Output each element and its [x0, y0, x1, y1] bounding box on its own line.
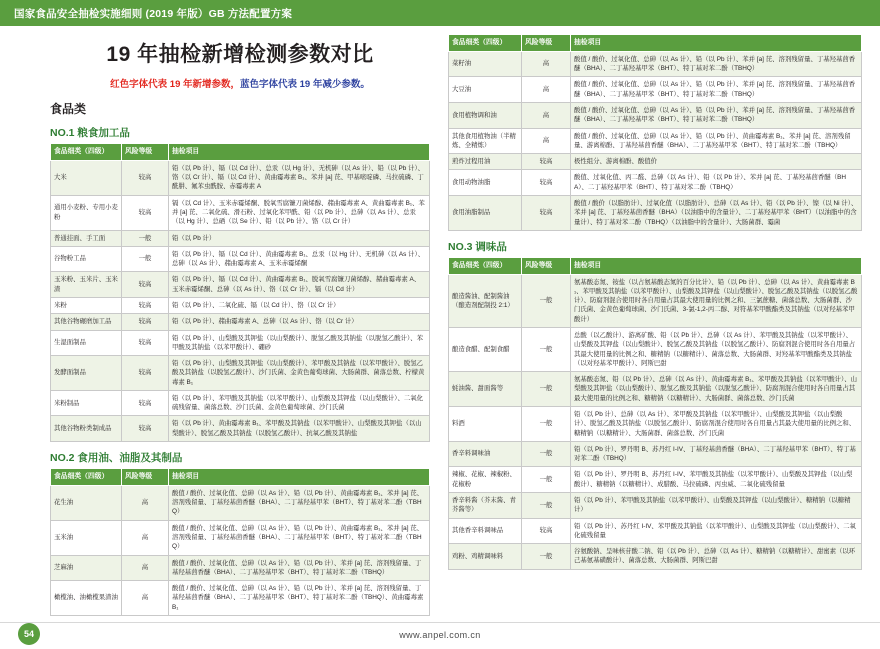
cell-risk: 一般: [522, 467, 571, 493]
cell-category: 蚝油酱、甜面酱等: [449, 372, 522, 407]
table-row: [51, 555, 430, 581]
table-row: [449, 102, 862, 128]
cell-items: 铅（以 Pb 计）、罗丹明 B、苏丹红 I-IV、丁基羟基茴香醚（BHA）、二丁基羟基甲苯（BHT）、特丁基对苯二酚（TBHQ）: [571, 441, 862, 467]
cell-items: 酸值 / 酸价、过氧化值、总砷（以 As 计）、铅（以 Pb 计）、黄曲霉毒素 B₁、苯并 [a] 芘、溶剂残留量、丁基羟基茴香醚（BHA）、二丁基羟基甲苯（BHT）、特丁基对苯二酚（TBHQ）: [169, 520, 430, 555]
table-no2: [50, 468, 430, 616]
cell-category: 酿造食醋、配制食醋: [449, 328, 522, 372]
cell-items: 铅（以 Pb 计）、总砷（以 As 计）、苯甲酸及其钠盐（以苯甲酸计）、山梨酸及其钾盐（以山梨酸计）、脱氢乙酸及其钠盐（以脱氢乙酸计）、防腐剂混合使用时各自用量占其最大使用量的比例之和、糖精钠（以糖精计）、大肠菌群、菌落总数、沙门氏菌: [571, 407, 862, 442]
cell-risk: 较高: [122, 272, 169, 298]
cell-risk: 高: [122, 520, 169, 555]
cell-risk: 高: [122, 555, 169, 581]
cell-items: 酸值 / 酸价、过氧化值、总砷（以 As 计）、铅（以 Pb 计）、苯并 [a] 芘、溶剂残留量、丁基羟基茴香醚（BHA）、二丁基羟基甲苯（BHT）、特丁基对苯二酚（TBHQ）、黄曲霉毒素 B₁: [169, 581, 430, 616]
cell-risk: 一般: [522, 492, 571, 518]
page-footer: [0, 622, 880, 649]
cell-items: 铅（以 Pb 计）、赭曲霉毒素 A、总砷（以 As 计）、铬（以 Cr 计）: [169, 314, 430, 330]
cell-risk: 高: [522, 51, 571, 77]
cell-risk: 一般: [522, 407, 571, 442]
cell-items: 铅（以 Pb 计）、罗丹明 B、苏丹红 I-IV、苯甲酸及其钠盐（以苯甲酸计）、山梨酸及其钾盐（以山梨酸计）、糖精钠（以糖精计）、成腊酸、马拉硫磷、丙虫威、二氧化硫残留量: [571, 467, 862, 493]
cell-category: 食用油脂制品: [449, 195, 522, 230]
footer-url: www.anpel.com.cn: [399, 630, 481, 640]
cell-risk: 较高: [122, 160, 169, 195]
table-header-row: [449, 35, 862, 52]
cell-items: 酸值 / 酸价（以脂肪计）、过氧化值（以脂肪计）、总砷（以 As 计）、铅（以 Pb 计）、镍（以 Ni 计）、苯并 [a] 芘、丁基羟基茴香醚（BHA）（以油脂中的含量计）、二丁基羟基甲苯（BHT）（以油脂中的含量计）、特丁基对苯二酚（TBHQ）（以油脂中的含量计）、大肠菌群、霉菌: [571, 195, 862, 230]
cell-category: 辣椒、花椒、辣椒粉、花椒粉: [449, 467, 522, 493]
col-header-risk: 风险等级: [122, 469, 169, 486]
cell-category: 普通挂面、手工面: [51, 230, 122, 246]
col-header-category: 食品细类（四级）: [51, 469, 122, 486]
table-row: [51, 314, 430, 330]
table-row: [51, 416, 430, 442]
table-row: [449, 407, 862, 442]
col-header-items: 抽检项目: [169, 144, 430, 161]
subtitle-blue: 蓝色字体代表 19 年减少参数。: [240, 79, 370, 90]
cell-risk: 一般: [522, 441, 571, 467]
cell-items: 铅（以 Pb 计）、镉（以 Cd 计）、总汞（以 Hg 计）、无机砷（以 As 计）、铅（以 Pb 计）、铬（以 Cr 计）、镉（以 Cd 计）、黄曲霉毒素 B₁、苯并 [a] 芘、甲基嘧啶磷、马拉硫磷、丁酰肼、氟苯虫酰胺、赤霉毒素 A: [169, 160, 430, 195]
cell-category: 发酵面制品: [51, 356, 122, 391]
left-column: [50, 34, 430, 616]
table-header-row: [51, 469, 430, 486]
table-no1: [50, 143, 430, 442]
cell-items: 氨基酸态氮、铵盐（以占氨基酸态氮的百分比计）、铅（以 Pb 计）、总砷（以 As 计）、黄曲霉毒素 B₁、苯甲酸及其钠盐（以苯甲酸计）、山梨酸及其钾盐（以山梨酸计）、脱氢乙酸及其钠盐（以脱氢乙酸计）、防腐剂混合使用时各自用量占其最大使用量的比例之和、三氯蔗糖、菌落总数、大肠菌群、沙门氏菌、金黄色葡萄球菌、沙门氏菌、3-氯-1,2-丙二醇、对符基苯甲酸酯类及其钠盐（以对羟基苯甲酸计）: [571, 274, 862, 327]
table-row: [51, 195, 430, 230]
cell-risk: 较高: [122, 416, 169, 442]
table-row: [449, 467, 862, 493]
cell-items: 酸值 / 酸价、过氧化值、总砷（以 As 计）、铅（以 Pb 计）、苯并 [a] 芘、溶剂残留量、丁基羟基茴香醚（BHA）、二丁基羟基甲苯（BHT）、特丁基对苯二酚（TBHQ）: [571, 51, 862, 77]
cell-category: 大豆油: [449, 77, 522, 103]
cell-items: 氨基酸态氮、铅（以 Pb 计）、总砷（以 As 计）、黄曲霉毒素 B₁、苯甲酸及其钠盐（以苯甲酸计）、山梨酸及其钾盐（以山梨酸计）、脱氢乙酸及其钠盐（以脱氢乙酸计）、防腐剂混合使用时各自用量占其最大使用量的比例之和、糖精钠（以糖精计）、大肠菌群、菌落总数、沙门氏菌: [571, 372, 862, 407]
header-rule: [0, 26, 880, 29]
cell-category: 玉米油: [51, 520, 122, 555]
table-row: [449, 274, 862, 327]
col-header-category: 食品细类（四级）: [449, 35, 522, 52]
col-header-risk: 风险等级: [522, 35, 571, 52]
table-row: [449, 51, 862, 77]
cell-risk: 较高: [122, 297, 169, 313]
cell-risk: 一般: [122, 246, 169, 272]
cell-category: 橄榄油、油橄榄果渣油: [51, 581, 122, 616]
table-row: [51, 485, 430, 520]
section-no1-title: NO.1 粮食加工品: [50, 127, 130, 139]
cell-items: 铅（以 Pb 计）、镉（以 Cd 计）、黄曲霉毒素 B₁、脱氧雪腐镰刀菌烯醇、赭曲霉毒素 A、玉米赤霉烯酮、总砷（以 As 计）、铬（以 Cr 计）、镉（以 Cd 计）: [169, 272, 430, 298]
cell-risk: 较高: [522, 154, 571, 170]
table-row: [51, 160, 430, 195]
cell-risk: 较高: [522, 170, 571, 196]
table-row: [449, 77, 862, 103]
table-row: [449, 492, 862, 518]
table-header-row: [51, 144, 430, 161]
table-row: [51, 390, 430, 416]
page-title: 19 年抽检新增检测参数对比: [106, 43, 374, 66]
cell-items: 酸值、过氧化值、丙二醛、总砷（以 As 计）、铅（以 Pb 计）、苯并 [a] 芘、丁基羟基茴香醚（BHA）、二丁基羟基甲苯（BHT）、特丁基对苯二酚（TBHQ）: [571, 170, 862, 196]
cell-risk: 较高: [122, 195, 169, 230]
cell-items: 铅（以 Pb 计）、苯甲酸及其钠盐（以苯甲酸计）、山梨酸及其钾盐（以山梨酸计）、二氧化硫残留量、菌落总数、沙门氏菌、金黄色葡萄球菌、沙门氏菌: [169, 390, 430, 416]
cell-risk: 高: [522, 128, 571, 154]
subtitle-red: 红色字体代表 19 年新增参数，: [110, 79, 240, 90]
table-row: [51, 356, 430, 391]
table-row: [449, 154, 862, 170]
col-header-items: 抽检项目: [571, 35, 862, 52]
col-header-category: 食品细类（四级）: [51, 144, 122, 161]
cell-category: 酿造酱油、配制酱油（酿造剂配制投 2:1）: [449, 274, 522, 327]
page-header: [0, 0, 880, 26]
cell-category: 煎炸过程用油: [449, 154, 522, 170]
cell-risk: 较高: [122, 356, 169, 391]
cell-items: 酸值 / 酸价、过氧化值、总砷（以 As 计）、铅（以 Pb 计）、黄曲霉毒素 B₁、苯并 [a] 芘、溶剂残留量、丁基羟基茴香醚（BHA）、二丁基羟基甲苯（BHT）、特丁基对苯二酚（TBHQ）: [169, 485, 430, 520]
cell-risk: 一般: [522, 544, 571, 570]
table-row: [51, 246, 430, 272]
right-column: [448, 34, 862, 570]
col-header-items: 抽检项目: [169, 469, 430, 486]
cell-category: 香辛料调味油: [449, 441, 522, 467]
cell-risk: 高: [522, 102, 571, 128]
table-row: [449, 441, 862, 467]
cell-items: 酸值 / 酸价、过氧化值、总砷（以 As 计）、铅（以 Pb 计）、苯并 [a] 芘、溶剂残留量、丁基羟基茴香醚（BHA）、二丁基羟基甲苯（BHT）、特丁基对苯二酚（TBHQ）: [571, 102, 862, 128]
col-header-risk: 风险等级: [122, 144, 169, 161]
table-row: [51, 581, 430, 616]
cell-category: 其他香辛料调味品: [449, 518, 522, 544]
col-header-items: 抽检项目: [571, 257, 862, 274]
cell-category: 鸡粉、鸡精调味料: [449, 544, 522, 570]
table-row: [449, 328, 862, 372]
cell-risk: 较高: [522, 518, 571, 544]
header-title: 国家食品安全抽检实施细则 (2019 年版）GB 方法配置方案: [14, 8, 293, 20]
table-no3: [448, 257, 862, 570]
table-row: [449, 170, 862, 196]
cell-category: 其他谷物粉类制成品: [51, 416, 122, 442]
cell-category: 食用植物调和油: [449, 102, 522, 128]
cell-risk: 高: [122, 485, 169, 520]
cell-risk: 高: [522, 77, 571, 103]
table-row: [51, 230, 430, 246]
cell-risk: 高: [122, 581, 169, 616]
cell-items: 铅（以 Pb 计）、苯甲酸及其钠盐（以苯甲酸计）、山梨酸及其钾盐（以山梨酸计）、糖精钠（以糖精计）: [571, 492, 862, 518]
cell-category: 其他食用植物油（半精炼、全精炼）: [449, 128, 522, 154]
cell-items: 总酸（以乙酸计）、游离矿酸、铅（以 Pb 计）、总砷（以 As 计）、苯甲酸及其钠盐（以苯甲酸计）、山梨酸及其钾盐（以山梨酸计）、脱氢乙酸及其钠盐（以脱氢乙酸计）、防腐剂混合使用时各自用量占其最大使用量的比例之和、糖精钠（以糖精计）、菌落总数、大肠菌群、对羟基苯甲酸酯类及其钠盐（以对羟基苯甲酸计）、阿斯巴甜: [571, 328, 862, 372]
cell-category: 菜籽油: [449, 51, 522, 77]
cell-category: 大米: [51, 160, 122, 195]
section-no2-title: NO.2 食用油、油脂及其制品: [50, 452, 183, 465]
cell-items: 铅（以 Pb 计）、山梨酸及其钾盐（以山梨酸计）、苯甲酸及其钠盐（以苯甲酸计）、脱氢乙酸及其钠盐（以脱氢乙酸计）、沙门氏菌、金黄色葡萄球菌、大肠菌群、菌落总数、柠檬黄毒素 B₁: [169, 356, 430, 391]
cell-risk: 一般: [522, 274, 571, 327]
cell-items: 铅（以 Pb 计）、二氧化硫、镉（以 Cd 计）、铬（以 Cr 计）: [169, 297, 430, 313]
cell-category: 其他谷物碾磨加工品: [51, 314, 122, 330]
cell-category: 香辛料酱（芥末酱、青芥酱等）: [449, 492, 522, 518]
cell-category: 芝麻油: [51, 555, 122, 581]
cell-items: 酸值 / 酸价、过氧化值、总砷（以 As 计）、铅（以 Pb 计）、苯并 [a] 芘、溶剂残留量、丁基羟基茴香醚（BHA）、二丁基羟基甲苯（BHT）、特丁基对苯二酚（TBHQ）: [571, 77, 862, 103]
cell-category: 生湿面制品: [51, 330, 122, 356]
table-row: [51, 272, 430, 298]
cell-risk: 较高: [522, 195, 571, 230]
cell-category: 食用动物油脂: [449, 170, 522, 196]
cell-category: 米粉: [51, 297, 122, 313]
section-no3-title: NO.3 调味品: [448, 240, 507, 253]
col-header-category: 食品细类（四级）: [449, 257, 522, 274]
cell-category: 花生油: [51, 485, 122, 520]
table-row: [449, 128, 862, 154]
cell-items: 酸值 / 酸价、过氧化值、总砷（以 As 计）、铅（以 Pb 计）、苯并 [a] 芘、溶剂残留量、丁基羟基茴香醚（BHA）、二丁基羟基甲苯（BHT）、特丁基对苯二酚（TBHQ）: [169, 555, 430, 581]
cell-items: 酸值 / 酸价、过氧化值、总砷（以 As 计）、铅（以 Pb 计）、黄曲霉毒素 B₁、苯并 [a] 芘、溶剂残留量、游离棉酚、丁基羟基茴香醚（BHA）、二丁基羟基甲苯（BHT）、特丁基对苯二酚（TBHQ）: [571, 128, 862, 154]
cell-risk: 较高: [122, 390, 169, 416]
cell-risk: 一般: [122, 230, 169, 246]
cell-items: 镉（以 Cd 计）、玉米赤霉烯酮、脱氧雪腐镰刀菌烯醇、赭曲霉毒素 A、黄曲霉毒素 B₁、苯并 [a] 芘、二氧化硫、滑石粉、过氧化苯甲酰、铅（以 Pb 计）、总砷（以 As 计）、总汞（以 Hg 计）、总硒（以 Se 计）、铅（以 Pb 计）、铬（以 Cr 计）: [169, 195, 430, 230]
cell-category: 谷物粉工品: [51, 246, 122, 272]
table-no2-continued: [448, 34, 862, 231]
cell-items: 铅（以 Pb 计）、山梨酸及其钾盐（以山梨酸计）、脱氢乙酸及其钠盐（以脱氢乙酸计）、苯甲酸及其钠盐（以苯甲酸计）、硼砂: [169, 330, 430, 356]
cell-risk: 较高: [122, 314, 169, 330]
table-row: [51, 297, 430, 313]
cell-items: 铅（以 Pb 计）、黄曲霉毒素 B₁、苯甲酸及其钠盐（以苯甲酸计）、山梨酸及其钾盐（以山梨酸计）、脱氢乙酸及其钠盐（以脱氢乙酸计）、抗氧乙酸及其钠盐: [169, 416, 430, 442]
cell-risk: 较高: [122, 330, 169, 356]
section-title-food: 食品类: [50, 102, 87, 116]
table-row: [51, 330, 430, 356]
page-number: 54: [18, 623, 40, 645]
cell-category: 米粉制品: [51, 390, 122, 416]
table-row: [449, 195, 862, 230]
cell-items: 谷氨酸钠、呈味核苷酸二钠、铅（以 Pb 计）、总砷（以 As 计）、糖精钠（以糖精计）、甜蜜素（以环己基氨基磺酸计）、菌落总数、大肠菌群、阿斯巴甜: [571, 544, 862, 570]
cell-items: 铅（以 Pb 计）、镉（以 Cd 计）、黄曲霉毒素 B₁、总汞（以 Hg 计）、无机砷（以 As 计）、总砷（以 As 计）、赭曲霉毒素 A、玉米赤霉烯酮: [169, 246, 430, 272]
cell-risk: 一般: [522, 372, 571, 407]
table-row: [449, 544, 862, 570]
table-row: [51, 520, 430, 555]
cell-category: 通用小麦粉、专用小麦粉: [51, 195, 122, 230]
page-subtitle: [50, 76, 430, 90]
table-row: [449, 372, 862, 407]
table-row: [449, 518, 862, 544]
cell-risk: 一般: [522, 328, 571, 372]
col-header-risk: 风险等级: [522, 257, 571, 274]
cell-items: 极性组分、游离棉酚、酸值价: [571, 154, 862, 170]
table-header-row: [449, 257, 862, 274]
cell-items: 铅（以 Pb 计）、苏丹红 I-IV、苯甲酸及其钠盐（以苯甲酸计）、山梨酸及其钾盐（以山梨酸计）、二氧化硫残留量: [571, 518, 862, 544]
cell-category: 料酒: [449, 407, 522, 442]
cell-category: 玉米粉、玉米片、玉米渣: [51, 272, 122, 298]
cell-items: 铅（以 Pb 计）: [169, 230, 430, 246]
